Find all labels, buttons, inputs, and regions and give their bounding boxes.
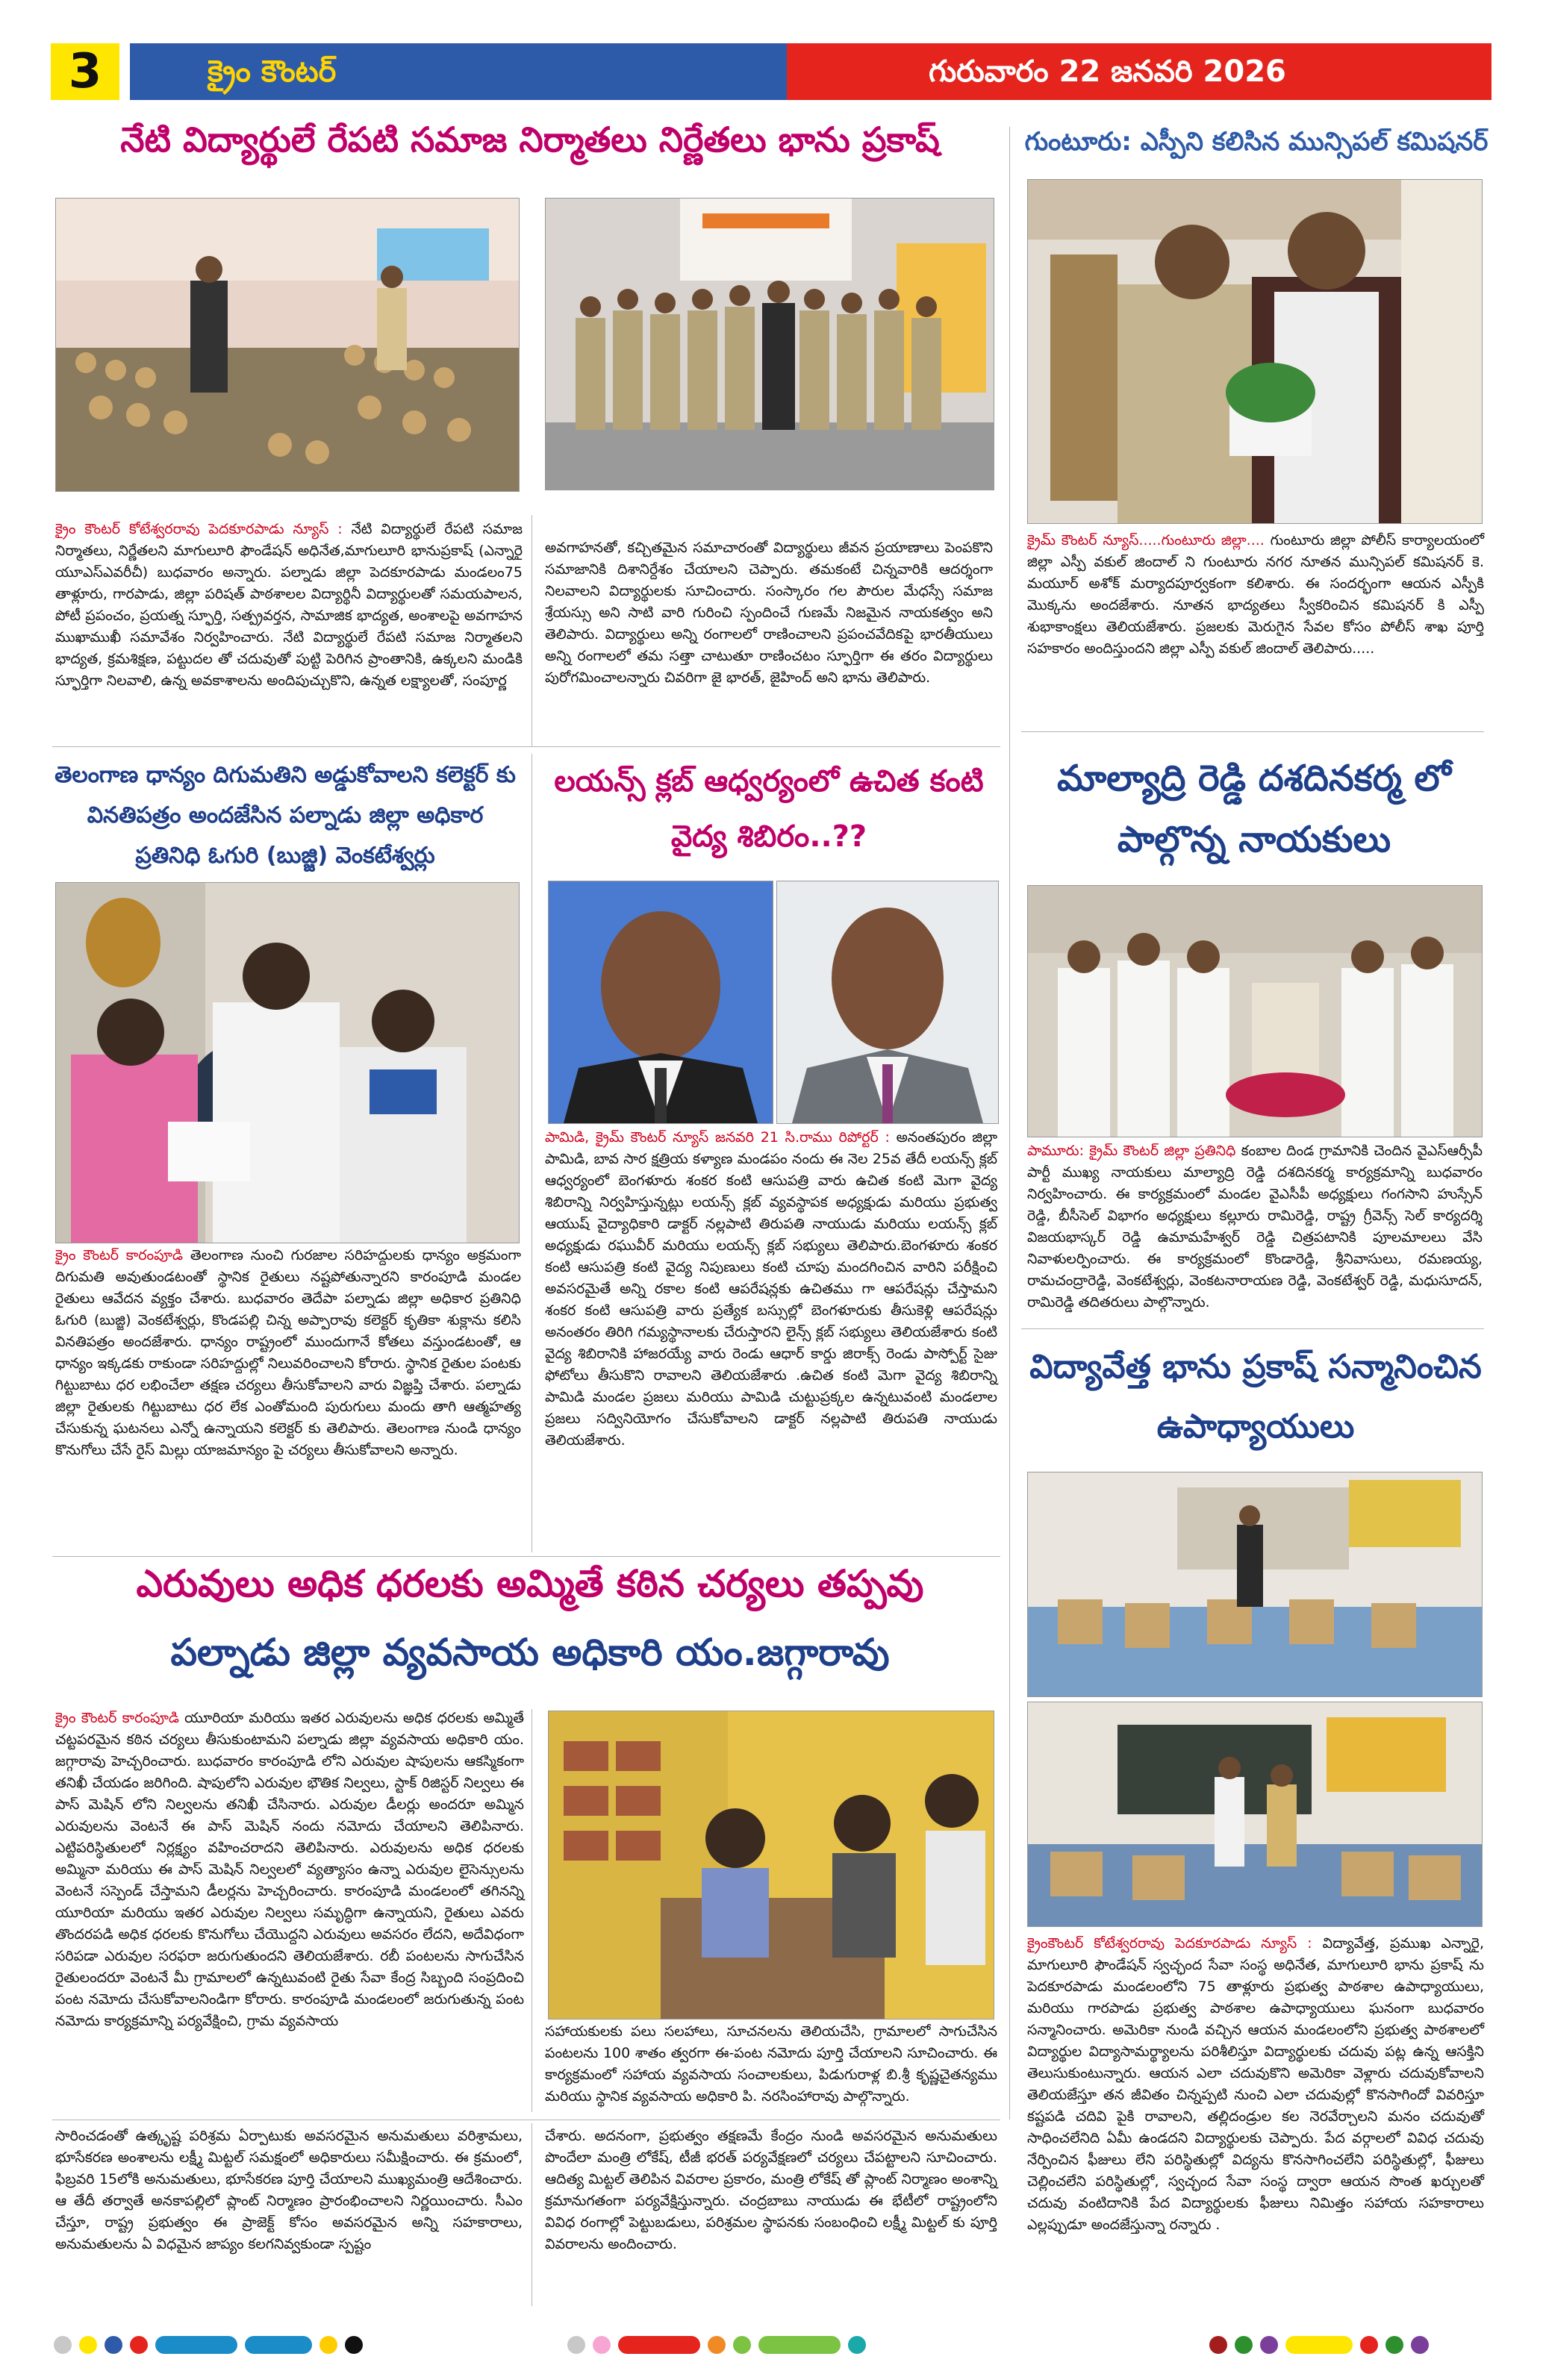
story7-headline-line2: పల్నాడు జిల్లా వ్యవసాయ అధికారి యం.జగ్గారావు	[170, 1631, 890, 1674]
story3-byline: క్రైం కౌంటర్ కారంపూడి	[55, 1247, 184, 1264]
color-dot	[1385, 2336, 1403, 2354]
color-dot	[54, 2336, 72, 2354]
story7-byline: క్రైం కౌంటర్ కారంపూడి	[55, 1710, 179, 1726]
story1-photo-group	[545, 198, 994, 490]
color-bar	[758, 2336, 841, 2354]
color-dot	[733, 2336, 751, 2354]
column-divider	[1009, 127, 1010, 2120]
color-dot	[1411, 2336, 1429, 2354]
color-bar	[245, 2336, 312, 2354]
color-dot	[105, 2336, 122, 2354]
story5-text: కంబాల దిండ గ్రామానికి చెందిన వైఎస్ఆర్సీపీ పార్టీ ముఖ్య నాయకులు మాల్యాద్రి రెడ్డి దశదినకర్మ కార్యక్రమాన్ని బుధవారం నిర్వహించారు. ఈ కార్యక్రమంలో మండల వైఎసీపీ అధ్యక్షులు గంగసాని హుస్సేన్ రెడ్డి, బీసీసెల్ విభాగం అధ్యక్షులు కల్లూరు రామిరెడ్డి, రాష్ట్ర గ్రీవెన్స్ సెల్ కార్యదర్శి విజయభాస్కర్ రెడ్డి ఉమామహేశ్వర్ రెడ్డి చిత్రపటానికి పూలమాలలు వేసి నివాళులర్పించారు. ఈ కార్యక్రమంలో కొండారెడ్డి, శ్రీనివాసులు, రమణయ్య, రామచంద్రారెడ్డి, వెంకటేశ్వర్లు, వెంకటనారాయణ రెడ్డి, వెంకటేశ్వర్ రెడ్డి, మధుసూదన్, రామిరెడ్డి తదితరులు పాల్గొన్నారు.	[1027, 1143, 1483, 1311]
story4-text: అనంతపురం జిల్లా పామిడి, బావ సార క్షత్రియ కళ్యాణ మండపం నందు ఈ నెల 25వ తేదీ లయన్స్ క్లబ్ ఆధ్వర్యంలో బెంగళూరు శంకర కంటి ఆసుపత్రి వారు ఉచిత కంటి మెగా వైద్య శిబిరాన్ని నిర్వహిస్తున్నట్లు లయన్స్ క్లబ్ వ్యవస్థాపక అధ్యక్షుడు మరియు ప్రభుత్వ ఆయుష్ వైద్యాధికారి డాక్టర్ నల్లపాటి తిరుపతి నాయుడు మరియు లయన్స్ క్లబ్ అధ్యక్షుడు రఘువీర్ మరియు లయన్స్ క్లబ్ సభ్యులు తెలిపారు.బెంగళూరు శంకర కంటి ఆసుపత్రి కంటి వైద్య నిపుణులు కంటి చూపు మందగించిన వారిని పరీక్షించి అవసరమైతే అన్ని రకాల కంటి ఆపరేషన్లకు ఉచితము గా ఆపరేషన్లు చేస్తామని శంకర కంటి ఆసుపత్రి వారు ప్రత్యేక బస్సుల్లో బెంగళూరుకు తీసుకెళ్లి ఆపరేషన్లు అనంతరం తిరిగి గమ్యస్థానాలకు చేరుస్తారని లైన్స్ క్లబ్ సభ్యులు తెలియజేశారు కంటి వైద్య శిబిరానికి హాజరయ్యే వారు రెండు ఆధార్ కార్డు జిరాక్స్ రెండు పాస్పోర్ట్ సైజు ఫోటోలు తీసుకొని రావాలని తెలియజేశారు .ఉచిత కంటి మెగా వైద్య శిబిరాన్ని పామిడి మండల ప్రజలు మరియు పామిడి చుట్టుప్రక్కల ఉన్నటువంటి మండలాల ప్రజలు సద్వినియోగం చేసుకోవాలని డాక్టర్ నల్లపాటి తిరుపతి నాయుడు తెలియజేశారు.	[545, 1129, 998, 1449]
color-bar	[618, 2336, 700, 2354]
story1-text-col2: అవగాహనతో, కచ్చితమైన సమాచారంతో విద్యార్థులు జీవన ప్రయాణాలు పెంపకొని సమాజానికి దిశానిర్దేశం చేయాలని చెప్పారు. తమకంటే చిన్నవారికి ఆదర్శంగా నిలవాలని విద్యార్థులకు సూచించారు. సంస్కారం గల పౌరుల మేధస్సే సమాజ శ్రేయస్సు అని సాటి వారి గురించి స్పందించే గుణమే నిజమైన నాయకత్వం అని తెలిపారు. విద్యార్థులు అన్ని రంగాలలో రాణించాలని ప్రపంచవేదికపై భారతీయులు అన్ని రంగాలలో తమ సత్తా చాటుతూ రాణించటం స్ఫూర్తిగా ఈ తరం విద్యార్థులు పురోగమించాలన్నారు చివరిగా జై భారత్, జైహింద్ అని భాను తెలిపారు.	[545, 540, 993, 686]
color-dot	[1209, 2336, 1227, 2354]
story2-photo-meeting	[1027, 179, 1483, 524]
color-dot	[848, 2336, 866, 2354]
story5-headline: మాల్యాద్రి రెడ్డి దశదినకర్మ లో పాల్గొన్న నాయకులు	[1057, 758, 1451, 861]
section-divider	[52, 746, 1000, 747]
story3-photo-petition	[55, 882, 520, 1243]
story1-text-col1: నేటి విద్యార్థులే రేపటి సమాజ నిర్మాతలు, నిర్ణేతలని మాగులూరి ఫౌండేషన్ అధినేత,మాగులూరి భానుప్రకాష్ (ఎన్నారై యూఎస్ఎవరీచీ) బుధవారం అన్నారు. పల్నాడు జిల్లా పెదకూరపాడు మండలం75 తాళ్లూరు, గారపాడు, జిల్లా పరిషత్ పాఠశాలల విద్యార్థినీ విద్యార్థులతో సమయపాలన, పోటీ ప్రపంచం, ప్రయత్న స్ఫూర్తి, సత్ప్రవర్తన, సామాజిక భాద్యత, అంశాలపై అవగాహన ముఖాముఖీ సమావేశం నిర్వహించారు. నేటి విద్యార్థులే రేపటి సమాజ నిర్మాతలని భాద్యత, క్రమశిక్షణ, పట్టుదల తో చదువుతో పుట్టి పెరిగిన ప్రాంతానికి, ఉక్కలని మండికి స్ఫూర్తిగా నిలవాలి, ఉన్న అవకాశాలను అందిపుచ్చుకొని, ఉన్నత లక్ష్యాలతో, సంపూర్ణ	[55, 521, 523, 689]
story3-text: తెలంగాణ నుంచి గురజాల సరిహద్దులకు ధాన్యం అక్రమంగా దిగుమతి అవుతుండటంతో స్థానిక రైతులు నష్టపోతున్నారని కారంపూడి మండల రైతులు ఆవేదన వ్యక్తం చేశారు. బుధవారం తెదేపా పల్నాడు జిల్లా అధికార ప్రతినిధి ఓగురి (బుజ్జి) వెంకటేశ్వర్లు, కొండపల్లి చిన్న అప్పారావు కలెక్టర్ కృతికా శుక్లాను కలిసి వినతిపత్రం అందజేశారు. ధాన్యం రాష్ట్రంలో ముందుగానే కోతలు వస్తుండటంతో, ఆ ధాన్యం ఇక్కడకు రాకుండా సరిహద్దుల్లో నిలువరించాలని కోరారు. స్థానిక రైతుల పంటకు గిట్టుబాటు ధర లభించేలా తక్షణ చర్యలు తీసుకోవాలని వారు విజ్ఞప్తి చేశారు. పల్నాడు జిల్లా రైతులకు గిట్టుబాటు ధర లేక ఎంతోమంది పురుగులు మందు తాగి ఆత్మహత్య చేసుకున్న ఘటనలు ఎన్నో ఉన్నాయని కలెక్టర్ కు తెలిపారు. తెలంగాణ నుండి ధాన్యం కొనుగోలు చేసే రైస్ మిల్లు యాజమాన్యం పై చర్యలు తీసుకోవాలని అన్నారు.	[55, 1247, 521, 1458]
story6-photo-classroom-1	[1027, 1472, 1483, 1697]
color-dot	[79, 2336, 97, 2354]
color-bar	[155, 2336, 237, 2354]
story8-text-col2: చేశారు. అదనంగా, ప్రభుత్వం తక్షణమే కేంద్రం నుండి అవసరమైన అనుమతులు పొందేలా మంత్రి లోకేష్, టీజీ భరత్ పర్యవేక్షణలో చర్యలు చేపట్టాలని సూచించారు. ఆదిత్య మిట్టల్ తెలిపిన వివరాల ప్రకారం, మంత్రి లోకేష్ తో ప్లాంట్ నిర్మాణం అంశాన్ని క్రమానుగతంగా పర్యవేక్షిస్తున్నారు. చంద్రబాబు నాయుడు ఈ భేటీలో రాష్ట్రంలోని వివిధ రంగాల్లో పెట్టుబడులు, పరిశ్రమల స్థాపనకు సంబంధించి లక్ష్మీ మిట్టల్ కు పూర్తి వివరాలను అందించారు.	[545, 2128, 998, 2252]
story3-headline: తెలంగాణ ధాన్యం దిగుమతిని అడ్డుకోవాలని కలెక్టర్ కు వినతిపత్రం అందజేసిన పల్నాడు జిల్లా అధికార ప్రతినిధి ఓగురి (బుజ్జి) వెంకటేశ్వర్లు	[54, 762, 516, 869]
story1-headline: నేటి విద్యార్థులే రేపటి సమాజ నిర్మాతలు నిర్ణేతలు భాను ప్రకాష్	[120, 119, 940, 160]
story2-text: గుంటూరు జిల్లా పోలీస్ కార్యాలయంలో జిల్లా ఎస్పీ వకుల్ జిందాల్ ని గుంటూరు నగర నూతన మున్సిపల్ కమిషనర్ కె. మయూర్ అశోక్ మర్యాదపూర్వకంగా కలిశారు. ఈ సందర్భంగా ఆయన ఎస్పీకి మొక్కను అందజేశారు. నూతన భాద్యతలు స్వీకరించిన కమిషనర్ కి ఎస్పీ శుభాకాంక్షలు తెలియజేశారు. ప్రజలకు మెరుగైన సేవల కోసం పోలీస్ శాఖ పూర్తి సహకారం అందిస్తుందని జిల్లా ఎస్పీ వకుల్ జిందాల్ తెలిపారు.....	[1027, 532, 1485, 657]
color-bar	[1285, 2336, 1353, 2354]
color-dot	[130, 2336, 148, 2354]
story6-headline: విద్యావేత్త భాను ప్రకాష్ సన్మానించిన ఉపాధ్యాయులు	[1029, 1348, 1482, 1446]
story1-byline: క్రైం కౌంటర్ కోటేశ్వరరావు పెదకూరపాడు న్యూస్ :	[55, 521, 343, 537]
story2-byline: క్రైమ్ కౌంటర్ న్యూస్.....గుంటూరు జిల్లా....	[1027, 532, 1265, 549]
story1-photo-classroom	[55, 198, 520, 492]
footer-color-bar-middle	[567, 2336, 866, 2354]
story4-headline: లయన్స్ క్లబ్ ఆధ్వర్యంలో ఉచిత కంటి వైద్య శిబిరం..??	[554, 764, 984, 854]
story7-text-col2: సహాయకులకు పలు సలహాలు, సూచనలను తెలియచేసి, గ్రామాలలో సాగుచేసిన పంటలను 100 శాతం త్వరగా ఈ-పంట నమోదు పూర్తి చేయాలని సూచించారు. ఈ కార్యక్రమంలో సహాయ వ్యవసాయ సంచాలకులు, పిడుగురాళ్ల బి.శ్రీ కృష్ణచైతన్యము మరియు స్థానిక వ్యవసాయ అధికారి పి. నరసింహారావు పాల్గొన్నారు.	[545, 2023, 997, 2105]
story5-byline: పామూరు: క్రైమ్ కౌంటర్ జిల్లా ప్రతినిధి	[1027, 1143, 1236, 1159]
section-divider	[1021, 1328, 1484, 1329]
story4-byline: పామిడి, క్రైమ్ కౌంటర్ న్యూస్ జనవరి 21 సి.రాము రిపోర్టర్ :	[545, 1129, 890, 1146]
footer-color-bar-right	[1209, 2336, 1429, 2354]
story4-photo-doctor-right	[776, 881, 999, 1124]
color-dot	[1360, 2336, 1378, 2354]
color-dot	[708, 2336, 726, 2354]
color-dot	[593, 2336, 611, 2354]
story6-text: విద్యావేత్త, ప్రముఖ ఎన్నారై, మాగులూరి ఫౌండేషన్ స్వచ్ఛంద సేవా సంస్థ అధినేత, మాగులూరి భాను ప్రకాష్ ను పెదకూరపాడు మండలంలోని 75 తాళ్లూరు ప్రభుత్వ పాఠశాల ఉపాధ్యాయులు, మరియు గారపాడు ప్రభుత్వ పాఠశాల ఉపాధ్యాయులు ఘనంగా బుధవారం సన్మానించారు. అమెరికా నుండి వచ్చిన ఆయన మండలంలోని ప్రభుత్వ పాఠశాలలో విద్యార్థుల విద్యాసామర్థ్యాలను పరిశీలిస్తూ విద్యార్థులకు చదువు పట్ల ఉన్న ఆసక్తిని తెలుసుకుంటున్నారు. ఆయన ఎలా చదువుకొని అమెరికా వెళ్లారు చదువుకోవాలని తెలియజేస్తూ తన జీవితం చిన్నప్పటి నుంచి ఎలా చదువుల్లో కొనసాగిందో వివరిస్తూ కష్టపడి చదివి పైకి రావాలని, తల్లిదండ్రుల కల నెరవేర్చాలని మనం చదువుతో సాధించలేనిది ఏమీ ఉండదని విద్యార్థులకు చెప్పారు. పేద వర్గాలలో వివిధ చదువు నేర్పించిన ఫీజులు లేని పరిస్థితుల్లో విద్యను కొనసాగించలేని పరిస్థితుల్లో, ఫీజులు చెల్లించలేని పరిస్థితుల్లో, స్వచ్ఛంద సేవా సంస్థ ద్వారా ఆయన సొంత ఖర్చులతో చదువు వంటిదానికి పేద విద్యార్థులకు ఫీజులు నిమిత్తం సహాయ సహకారాలు ఎల్లప్పుడూ అందజేస్తున్నా రన్నారు .	[1027, 1935, 1484, 2233]
page-number: 3	[51, 43, 119, 100]
footer-color-bar-left	[54, 2336, 363, 2354]
issue-date: గురువారం 22 జనవరి 2026	[787, 43, 1491, 100]
section-divider	[1021, 731, 1484, 732]
story4-photo-doctor-left	[548, 881, 773, 1124]
story2-headline: గుంటూరు: ఎస్పీని కలిసిన మున్సిపల్ కమిషనర్	[1024, 127, 1489, 157]
color-dot	[319, 2336, 337, 2354]
color-dot	[345, 2336, 363, 2354]
story6-byline: క్రైంకౌంటర్ కోటేశ్వరరావు పెదకూరపాడు న్యూస్ :	[1027, 1935, 1312, 1952]
story7-photo-inspection	[548, 1711, 994, 2020]
story8-text-col1: సారించడంతో ఉత్కృష్ట పరిశ్రమ ఏర్పాటుకు అవసరమైన అనుమతులు వరిశ్రామలు, భూసేకరణ అంశాలను లక్ష్మీ మిట్టల్ సమక్షంలో అధికారులు సమీక్షించారు. ఈ క్రమంలో, ఫిబ్రవరి 15లోకి అనుమతులు, భూసేకరణ పూర్తి చేయాలని ముఖ్యమంత్రి ఆదేశించారు. ఆ తేదీ తర్వాతే అనకాపల్లిలో ప్లాంట్ నిర్మాణం ప్రారంభించాలని నిర్ణయించారు. సీఎం చేస్తూ, రాష్ట్ర ప్రభుత్వం ఈ ప్రాజెక్ట్ కోసం అవసరమైన అన్ని సహకారాలు, అనుమతులను ఏ విధమైన జాప్యం కలగనివ్వకుండా స్పష్టం	[55, 2128, 523, 2252]
color-dot	[1260, 2336, 1278, 2354]
story6-photo-classroom-2	[1027, 1702, 1483, 1927]
section-divider	[52, 1556, 1000, 1557]
story7-headline-line1: ఎరువులు అధిక ధరలకు అమ్మితే కఠిన చర్యలు తప్పవు	[136, 1562, 924, 1605]
paper-name: క్రైం కౌంటర్	[130, 43, 787, 100]
story7-text-col1: యూరియా మరియు ఇతర ఎరువులను అధిక ధరలకు అమ్మితే చట్టపరమైన కఠిన చర్యలు తీసుకుంటామని పల్నాడు జిల్లా వ్యవసాయ అధికారి యం. జగ్గారావు హెచ్చరించారు. బుధవారం కారంపూడి లోని ఎరువుల షాపులను ఆకస్మికంగా తనిఖీ చేయడం జరిగింది. షాపులోని ఎరువుల భౌతిక నిల్వలు, స్టాక్ రిజిస్టర్ నిల్వలు ఈ పాస్ మెషిన్ లోని నిల్వలను తనిఖీ చేసినారు. ఎరువుల డీలర్లు అందరూ అమ్మిన ఎరువులను వెంటనే ఈ పాస్ మెషిన్ నందు నమోదు చేయాలని తెలిపినారు. ఎట్టిపరిస్థితులలో నిర్లక్ష్యం వహించరాదని తెలిపినారు. ఎరువులను అధిక ధరలకు అమ్మినా మరియు ఈ పాస్ మెషిన్ నిల్వలలో వ్యత్యాసం ఉన్నా ఎరువుల లైసెన్సులను వెంటనే సస్పెండ్ చేస్తామని డీలర్లను హెచ్చరించారు. కారంపూడి మండలంలో తగినన్ని యూరియా మరియు ఇతర ఎరువుల నిల్వలు సమృద్ధిగా ఉన్నాయని, రైతులు ఎవరు తొందరపడి అధిక ధరలకు కొనుగోలు చేయొద్దని ఎరువులు అవసరం లేదని, అదేవిధంగా సరిపడా ఎరువుల సరఫరా జరుగుతుందని తెలియజేశారు. రబీ పంటలను సాగుచేసిన రైతులందరూ వెంటనే మీ గ్రామాలలో ఉన్నటువంటి రైతు సేవా కేంద్ర సిబ్బంది సంప్రదించి పంట నమోదు చేసుకోవాలనిండిగా కోరారు. కారంపూడి మండలంలో జరుగుతున్న పంట నమోదు కార్యక్రమాన్ని పర్యవేక్షించి, గ్రామ వ్యవసాయ	[55, 1710, 524, 2029]
story5-photo-tribute	[1027, 885, 1483, 1137]
color-dot	[567, 2336, 585, 2354]
color-dot	[1235, 2336, 1253, 2354]
